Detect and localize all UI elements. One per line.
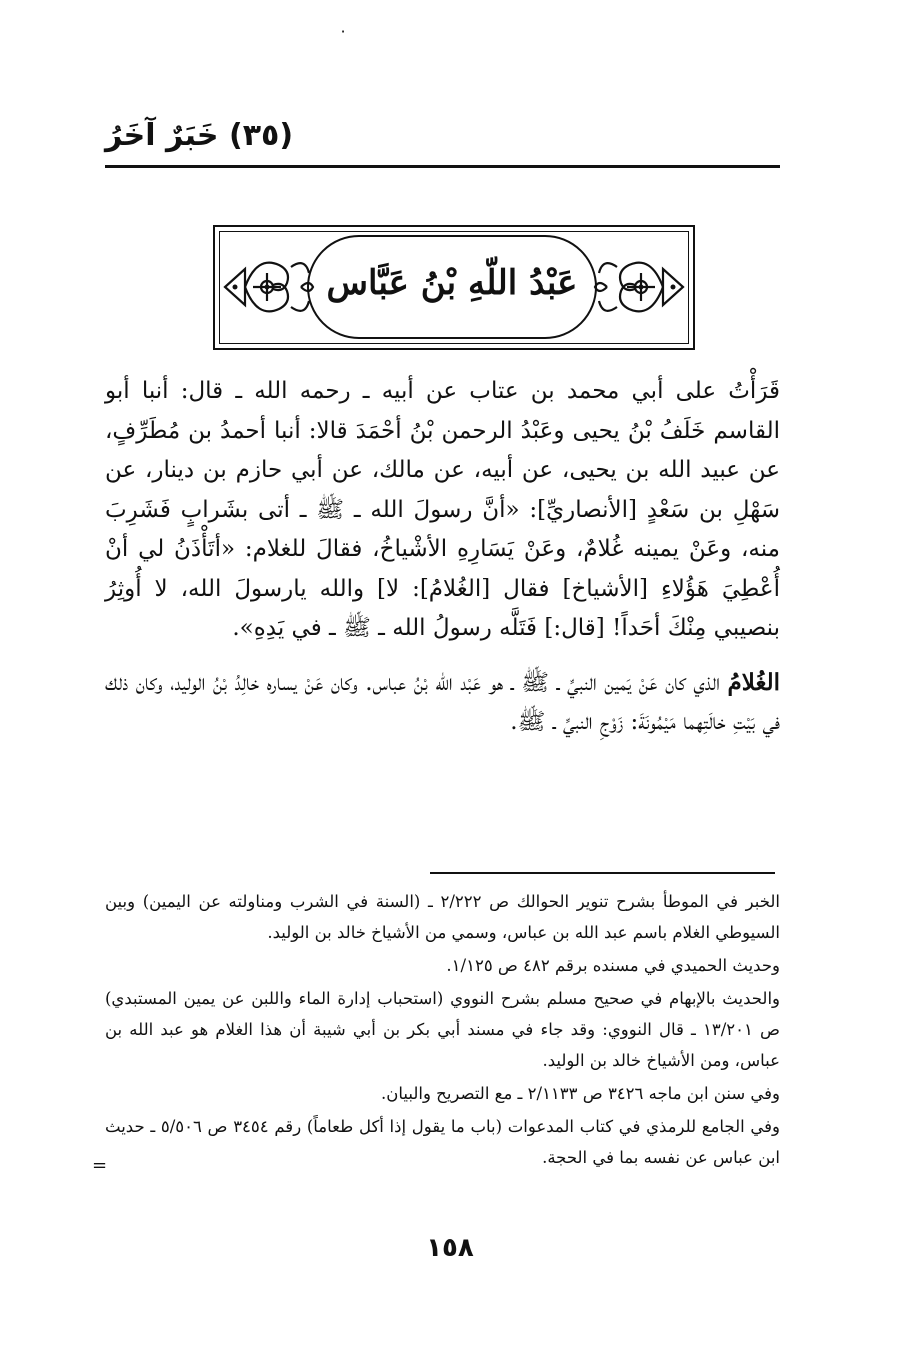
chapter-title: (٣٥) خَبَرٌ آخَرُ <box>105 118 294 153</box>
section-name-title: عَبْدُ اللّهِ بْنُ عَبَّاس <box>326 263 578 303</box>
commentary-text: الذي كان عَنْ يَمين النبيِّ ـ ﷺ ـ هو عَبْد الله بْنُ عباس. وكان عَنْ يساره خالِدُ بْنُ الوليد، وكان ذلك في بَيْتِ خالَتِهما مَيْمُونَةَ: زَوْجِ النبيِّ ـ ﷺ. <box>105 669 780 735</box>
title-box <box>213 225 695 350</box>
commentary-lead-word: الغُلامُ <box>727 668 780 696</box>
page-header <box>105 112 780 162</box>
page-number: ١٥٨ <box>426 1233 474 1263</box>
footnotes <box>105 886 780 1175</box>
footnote-muslim: والحديث بالإبهام في صحيح مسلم بشرح النووي (استحباب إدارة الماء واللبن عن يمين المستبدي) ص ١٣/٢٠١ ـ قال النووي: وقد جاء في مسند أبي بكر بن أبي شيبة أن هذا الغلام هو عبد الله بن عباس، ومن الأشياخ خالد بن الوليد. <box>105 989 780 1070</box>
main-text <box>105 372 780 743</box>
right-ornament-icon <box>591 237 691 337</box>
top-mark: ٠ <box>338 21 348 40</box>
left-ornament-icon <box>217 237 317 337</box>
footnote-muwatta: الخبر في الموطأ بشرح تنوير الحوالك ص ٢/٢٢٢ ـ (السنة في الشرب ومناولته عن اليمين) وبين السيوطي الغلام باسم عبد الله بن عباس، وسمي من الأشياخ خالد بن الوليد. <box>105 892 780 942</box>
header-rule <box>105 165 780 168</box>
footnote-separator <box>430 872 775 874</box>
footnote-continuation-mark: = <box>92 1155 108 1176</box>
footnote-tirmidhi: وفي الجامع للرمذي في كتاب المدعوات (باب ما يقول إذا أكل طعاماً) رقم ٣٤٥٤ ص ٥/٥٠٦ ـ حديث ابن عباس عن نفسه بما في الحجة. <box>105 1117 780 1167</box>
hadith-paragraph: قَرَأْتُ على أبي محمد بن عتاب عن أبيه ـ رحمه الله ـ قال: أنبا أبو القاسم خَلَفُ بْنُ يحيى وعَبْدُ الرحمن بْنُ أحْمَدَ قالا: أنبا أحمدُ بن مُطَرِّفٍ، عن عبيد الله بن يحيى، عن أبيه، عن مالك، عن أبي حازم بن دينار، عن سَهْلِ بن سَعْدٍ [الأنصاريِّ]: «أنَّ رسولَ الله ـ ﷺ ـ أتى بشَرابٍ فَشَرِبَ منه، وعَنْ يمينه غُلامٌ، وعَنْ يَسَارِهِ الأشْياخُ، فقالَ للغلام: «أتَأْذَنُ لي أنْ أُعْطِيَ هَؤُلاءِ [الأشياخ] فقال [الغُلامُ]: لا] والله يارسولَ الله، لا أُوثِرُ بنصيبي مِنْكَ أحَداً! [قال:] فَتَلَّه رسولُ الله ـ ﷺ ـ في يَدِهِ». <box>105 378 780 641</box>
footnote-ibn-majah: وفي سنن ابن ماجه ٣٤٢٦ ص ٢/١١٣٣ ـ مع التصريح والبيان. <box>381 1084 780 1103</box>
footnote-humaydi: وحديث الحميدي في مسنده برقم ٤٨٢ ص ١/١٢٥. <box>446 956 780 975</box>
commentary-paragraph <box>105 663 780 743</box>
